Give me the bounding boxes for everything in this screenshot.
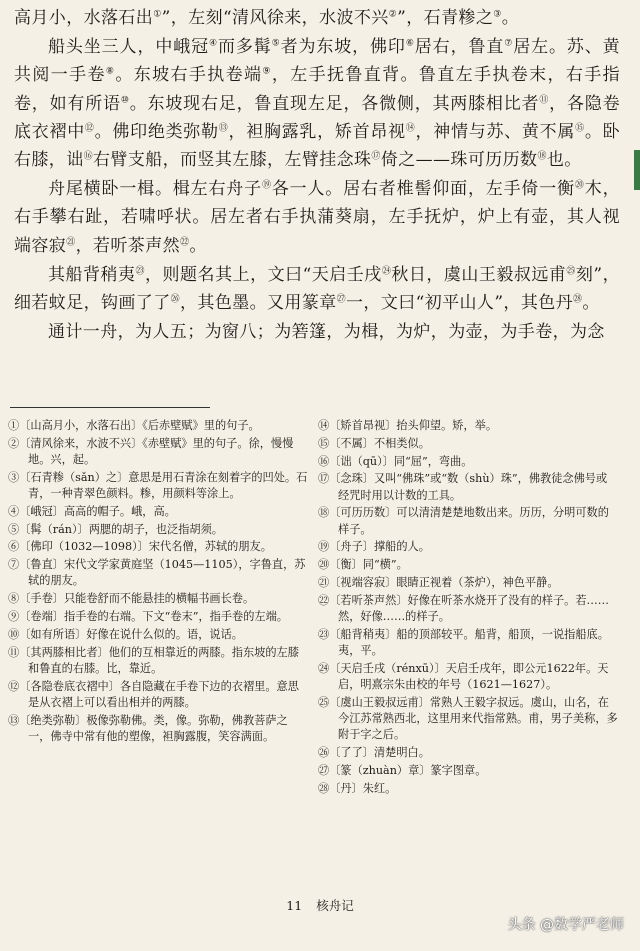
paragraph [14, 175, 620, 260]
footnote-ref: ④ [209, 38, 218, 49]
text-run: 。佛印绝类弥勒 [94, 121, 219, 142]
footnote-ref: ⑩ [120, 94, 130, 105]
text-run: ”，左刻“清风徐来，水波不兴 [161, 8, 389, 28]
footnote: ㉘〔丹〕朱红。 [318, 781, 397, 795]
page-number: 11 [286, 898, 303, 913]
footnote-divider [10, 407, 210, 408]
footnotes [8, 418, 618, 798]
footnote: ③〔石青糁（sǎn）之〕意思是用石青涂在刻着字的凹处。石青，一种青翠色颜料。糁，用颜料等涂上。 [8, 470, 308, 500]
text-run: 一，文曰“初平山人”，其色丹 [346, 293, 574, 314]
footnote-ref: ⑬ [218, 123, 229, 134]
text-run: ，其色墨。又用篆章 [180, 293, 337, 314]
text-run: 。 [501, 8, 520, 28]
footnote-ref: ⑯ [83, 151, 94, 162]
footnote: ④〔峨冠〕高高的帽子。峨，高。 [8, 504, 176, 518]
text-run: 。 [582, 293, 600, 314]
text-run: ，若听茶声然 [75, 235, 181, 256]
footnote: ⑰〔念珠〕又叫“佛珠”或“数（shù）珠”，佛教徒念佛号或经咒时用以计数的工具。 [318, 472, 608, 502]
footnote-ref: ⑲ [261, 180, 272, 191]
footnote: ⑱〔可历历数〕可以清清楚楚地数出来。历历，分明可数的样子。 [318, 506, 609, 536]
footnotes-right-column [318, 418, 618, 798]
footnote: ①〔山高月小，水落石出〕《后赤壁赋》里的句子。 [8, 419, 260, 432]
text-run: 其船背稍夷 [48, 264, 136, 285]
footnote: ⑯〔诎（qū）〕同“屈”，弯曲。 [318, 454, 473, 468]
footnote-ref: ⑨ [262, 66, 272, 77]
footnote: ⑤〔髯（rán）〕两腮的胡子，也泛指胡须。 [8, 522, 223, 536]
text-run: 刻”，细若蚊足，钩画了了 [14, 264, 621, 314]
footnote: ⑦〔鲁直〕宋代文学家黄庭坚（1045—1105），字鲁直，苏轼的朋友。 [8, 558, 306, 588]
watermark: 头条 @数学严老师 [507, 917, 624, 933]
footnotes-left-column [8, 418, 308, 798]
main-text [14, 4, 620, 347]
text-run: 。 [189, 235, 207, 256]
paragraph [14, 4, 620, 32]
footnote-ref: ⑮ [575, 123, 585, 134]
footnote-ref: ㉓ [135, 266, 146, 277]
footnote-ref: ㉗ [336, 294, 347, 305]
text-run: 居右，鲁直 [414, 37, 505, 58]
text-run: 各一人。居右者椎髻仰面，左手倚一衡 [271, 179, 575, 200]
text-run: 舟尾横卧一楫。楫左右舟子 [48, 179, 262, 200]
footnote: ㉒〔若听茶声然〕好像在听茶水烧开了没有的样子。若……然，好像……的样子。 [318, 593, 609, 623]
footnote-ref: ㉒ [180, 236, 190, 247]
footnote: ⑲〔舟子〕撑船的人。 [318, 540, 430, 554]
text-run: 者为东坡，佛印 [280, 37, 406, 58]
footnote-ref: ① [153, 9, 162, 20]
chapter-title: 核舟记 [316, 898, 354, 913]
text-run: 右臂支船，而竖其左膝，左臂挂念珠 [93, 150, 372, 171]
text-run: ，袒胸露乳，矫首昂视 [228, 121, 406, 142]
footnote-ref: ⑪ [539, 94, 550, 105]
footnote-ref: ㉘ [573, 294, 583, 305]
text-run: 也。 [546, 150, 582, 171]
footnote-ref: ⑳ [574, 180, 585, 191]
paragraph [14, 33, 620, 174]
footnote: ⑧〔手卷〕只能卷舒而不能悬挂的横幅书画长卷。 [8, 592, 255, 606]
footnote: ⑳〔衡〕同“横”。 [318, 558, 408, 572]
footnote-ref: ⑰ [371, 151, 381, 162]
text-run: 。卧右膝，诎 [14, 121, 620, 171]
footnote-ref: ⑫ [84, 123, 95, 134]
footnote: ㉕〔虞山王毅叔远甫〕常熟人王毅字叔远。虞山，山名，在今江苏常熟西北，这里用来代指常熟。甫，男子美称，多附于字之后。 [318, 695, 618, 742]
text-run: 木，右手攀右趾，若啸呼状。居左者右手执蒲葵扇，左手抚炉，炉上有壶，其人视端容寂 [14, 179, 620, 256]
text-run: 居左。苏、黄共阅一手卷 [14, 37, 621, 86]
footnote-ref: ⑭ [405, 123, 416, 134]
text-run: 。东坡右手执卷端 [115, 65, 263, 86]
footnote: ㉗〔篆（zhuàn）章〕篆字图章。 [318, 763, 487, 777]
footnote: ⑥〔佛印（1032—1098）〕宋代名僧，苏轼的朋友。 [8, 540, 272, 554]
footnote: ⑬〔绝类弥勒〕极像弥勒佛。类，像。弥勒，佛教菩萨之一，佛寺中常有他的塑像，袒胸露腹，笑容满面。 [8, 713, 288, 743]
footnote: ⑩〔如有所语〕好像在说什么似的。语，说话。 [8, 627, 243, 641]
text-run: ，则题名其上，文曰“天启壬戌 [145, 264, 382, 285]
footnote: ㉔〔天启壬戌（rénxū）〕天启壬戌年，即公元1622年。天启，明熹宗朱由校的年号（1621—1627）。 [318, 661, 609, 691]
footnote-ref: ⑤ [271, 38, 281, 49]
footnote: ⑫〔各隐卷底衣褶中〕各自隐藏在手卷下边的衣褶里。意思是从衣褶上可以看出相并的两膝。 [8, 679, 299, 709]
footnote-ref: ㉕ [566, 266, 576, 277]
paragraph [14, 261, 620, 317]
page-footer [0, 896, 640, 914]
footnote-ref: ③ [493, 9, 502, 20]
footnote-ref: ㉑ [66, 236, 76, 247]
text-run: 秋日，虞山王毅叔远甫 [391, 264, 567, 285]
text-run: 倚之——珠可历历数 [380, 150, 538, 171]
text-run: ，左手抚鲁直背。鲁直左手执卷末，右手指卷，如有所语 [14, 65, 621, 114]
footnote: ⑪〔其两膝相比者〕他们的互相靠近的两膝。指东坡的左膝和鲁直的右膝。比，靠近。 [8, 645, 299, 675]
footnote: ㉑〔视端容寂〕眼睛正视着（茶炉），神色平静。 [318, 575, 559, 589]
footnote-ref: ⑱ [537, 151, 547, 162]
footnote: ㉓〔船背稍夷〕船的顶部较平。船背，船顶，一说指船底。夷，平。 [318, 627, 609, 657]
text-run: ”，石青糁之 [397, 8, 494, 28]
text-run: 船头坐三人，中峨冠 [48, 37, 209, 58]
text-run: ，各隐卷底衣褶中 [14, 93, 620, 142]
footnote-ref: ⑥ [405, 38, 415, 49]
footnote: ㉖〔了了〕清楚明白。 [318, 745, 430, 759]
footnote-ref: ⑦ [504, 38, 514, 49]
text-run: ，神情与苏、黄不属 [415, 121, 576, 142]
text-run: 通计一舟，为人五；为窗八；为箬篷，为楫，为炉，为壶，为手卷，为念 [48, 322, 605, 343]
footnote-ref: ⑧ [105, 66, 116, 77]
text-run: 。东坡现右足，鲁直现左足，各微侧，其两膝相比者 [129, 93, 540, 114]
paragraph [14, 318, 620, 346]
footnote: ⑭〔矫首昂视〕抬头仰望。矫，举。 [318, 419, 498, 432]
footnote: ②〔清风徐来，水波不兴〕《赤壁赋》里的句子。徐，慢慢地。兴，起。 [8, 436, 294, 466]
footnote: ⑮〔不属〕不相类似。 [318, 436, 430, 450]
footnote: ⑨〔卷端〕指手卷的右端。下文“卷末”，指手卷的左端。 [8, 609, 288, 623]
footnote-ref: ㉖ [170, 294, 181, 305]
text-run: 而多髯 [217, 37, 272, 58]
footnote-ref: ㉔ [381, 266, 392, 277]
text-run: 高月小，水落石出 [14, 8, 154, 28]
footnote-ref: ② [388, 9, 398, 20]
page-edge-tab [634, 150, 640, 190]
